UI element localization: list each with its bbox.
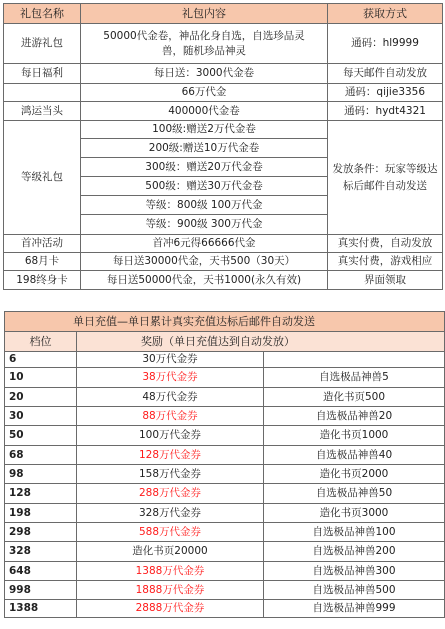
- gift-method: 真实付费，游戏相应: [328, 253, 443, 271]
- gift-pack-table: [3, 3, 443, 290]
- gift-name: 鸿运当头: [4, 102, 81, 121]
- gift-content: 200级:赠送10万代金卷: [81, 139, 328, 158]
- recharge-extra-reward: 自选极品神兽20: [264, 407, 445, 426]
- recharge-extra-reward: [264, 352, 445, 368]
- gift-content: 400000代金卷: [81, 102, 328, 121]
- header-level: 档位: [5, 332, 77, 352]
- header-method: 获取方式: [328, 4, 443, 24]
- recharge-reward: 1388万代金券: [77, 562, 264, 581]
- gift-row: [4, 271, 443, 290]
- recharge-level: 328: [5, 542, 77, 562]
- gift-content: 每日送30000代金，天书500（30天）: [81, 253, 328, 271]
- recharge-title: 单日充值—单日累计真实充值达标后邮件自动发送: [5, 312, 445, 332]
- daily-recharge-table: [4, 311, 445, 618]
- gift-method: 真实付费，自动发放: [328, 235, 443, 253]
- recharge-level: 68: [5, 446, 77, 465]
- gift-row: [4, 235, 443, 253]
- recharge-row: [5, 465, 445, 484]
- recharge-reward: 100万代金券: [77, 426, 264, 446]
- recharge-extra-reward: 造化书页1000: [264, 426, 445, 446]
- recharge-row: [5, 484, 445, 504]
- recharge-row: [5, 504, 445, 523]
- recharge-reward: 328万代金券: [77, 504, 264, 523]
- gift-content: 首冲6元得66666代金: [81, 235, 328, 253]
- gift-row: [4, 102, 443, 121]
- gift-row: [4, 64, 443, 84]
- gift-content: 每日送：3000代金卷: [81, 64, 328, 84]
- gift-content: 50000代金卷，神品化身自选，自选珍品灵兽，随机珍品神灵: [81, 24, 328, 64]
- recharge-level: 98: [5, 465, 77, 484]
- gift-name: 68月卡: [4, 253, 81, 271]
- recharge-row: [5, 581, 445, 600]
- recharge-extra-reward: 自选极品神兽50: [264, 484, 445, 504]
- recharge-extra-reward: 造化书页3000: [264, 504, 445, 523]
- gift-content: 300级：赠送20万代金卷: [81, 158, 328, 177]
- recharge-level: 1388: [5, 600, 77, 618]
- recharge-reward: 288万代金券: [77, 484, 264, 504]
- recharge-row: [5, 562, 445, 581]
- gift-table-header: [4, 4, 443, 24]
- gift-row: [4, 253, 443, 271]
- gift-name: 等级礼包: [4, 121, 81, 235]
- gift-content: 等级：900级 300万代金: [81, 215, 328, 235]
- gift-row: [4, 84, 443, 102]
- gift-name: 首冲活动: [4, 235, 81, 253]
- recharge-reward: 造化书页20000: [77, 542, 264, 562]
- recharge-level: 10: [5, 368, 77, 388]
- recharge-extra-reward: 自选极品神兽200: [264, 542, 445, 562]
- recharge-header-row: [5, 332, 445, 352]
- recharge-row: [5, 388, 445, 407]
- recharge-row: [5, 542, 445, 562]
- gift-content: 500级：赠送30万代金卷: [81, 177, 328, 196]
- gift-method: 通码：hydt4321: [328, 102, 443, 121]
- recharge-level: 20: [5, 388, 77, 407]
- gift-method: 发放条件：玩家等级达标后邮件自动发送: [328, 121, 443, 235]
- gift-content: 等级：800级 100万代金: [81, 196, 328, 215]
- gift-content: 66万代金: [81, 84, 328, 102]
- recharge-level: 128: [5, 484, 77, 504]
- gift-name: 每日福利: [4, 64, 81, 84]
- recharge-extra-reward: 自选极品神兽300: [264, 562, 445, 581]
- recharge-title-row: [5, 312, 445, 332]
- recharge-extra-reward: 造化书页2000: [264, 465, 445, 484]
- gift-content: 每日送50000代金，天书1000(永久有效): [81, 271, 328, 290]
- recharge-reward: 1888万代金券: [77, 581, 264, 600]
- recharge-row: [5, 426, 445, 446]
- gift-row: [4, 24, 443, 64]
- gift-method: 通码：qijie3356: [328, 84, 443, 102]
- recharge-level: 198: [5, 504, 77, 523]
- recharge-level: 648: [5, 562, 77, 581]
- gift-method: 每天邮件自动发放: [328, 64, 443, 84]
- gift-method: 界面领取: [328, 271, 443, 290]
- recharge-extra-reward: 自选极品神兽5: [264, 368, 445, 388]
- recharge-reward: 38万代金券: [77, 368, 264, 388]
- gift-name: [4, 84, 81, 102]
- recharge-row: [5, 352, 445, 368]
- recharge-extra-reward: 自选极品神兽40: [264, 446, 445, 465]
- gift-method: 通码：hl9999: [328, 24, 443, 64]
- recharge-reward: 30万代金券: [77, 352, 264, 368]
- recharge-reward: 48万代金券: [77, 388, 264, 407]
- header-gift-name: 礼包名称: [4, 4, 81, 24]
- recharge-level: 50: [5, 426, 77, 446]
- recharge-level: 998: [5, 581, 77, 600]
- recharge-row: [5, 523, 445, 542]
- gift-content: 100级:赠送2万代金卷: [81, 121, 328, 139]
- recharge-reward: 88万代金券: [77, 407, 264, 426]
- recharge-extra-reward: 自选极品神兽999: [264, 600, 445, 618]
- recharge-row: [5, 446, 445, 465]
- gift-row: [4, 121, 443, 139]
- recharge-reward: 2888万代金券: [77, 600, 264, 618]
- recharge-extra-reward: 自选极品神兽500: [264, 581, 445, 600]
- recharge-level: 30: [5, 407, 77, 426]
- header-reward: 奖励（单日充值达到自动发放）: [77, 332, 445, 352]
- recharge-reward: 158万代金券: [77, 465, 264, 484]
- recharge-row: [5, 407, 445, 426]
- gift-name: 198终身卡: [4, 271, 81, 290]
- recharge-row: [5, 368, 445, 388]
- recharge-level: 298: [5, 523, 77, 542]
- header-gift-content: 礼包内容: [81, 4, 328, 24]
- recharge-extra-reward: 造化书页500: [264, 388, 445, 407]
- recharge-extra-reward: 自选极品神兽100: [264, 523, 445, 542]
- recharge-reward: 588万代金券: [77, 523, 264, 542]
- recharge-reward: 128万代金券: [77, 446, 264, 465]
- gift-name: 进游礼包: [4, 24, 81, 64]
- recharge-level: 6: [5, 352, 77, 368]
- recharge-row: [5, 600, 445, 618]
